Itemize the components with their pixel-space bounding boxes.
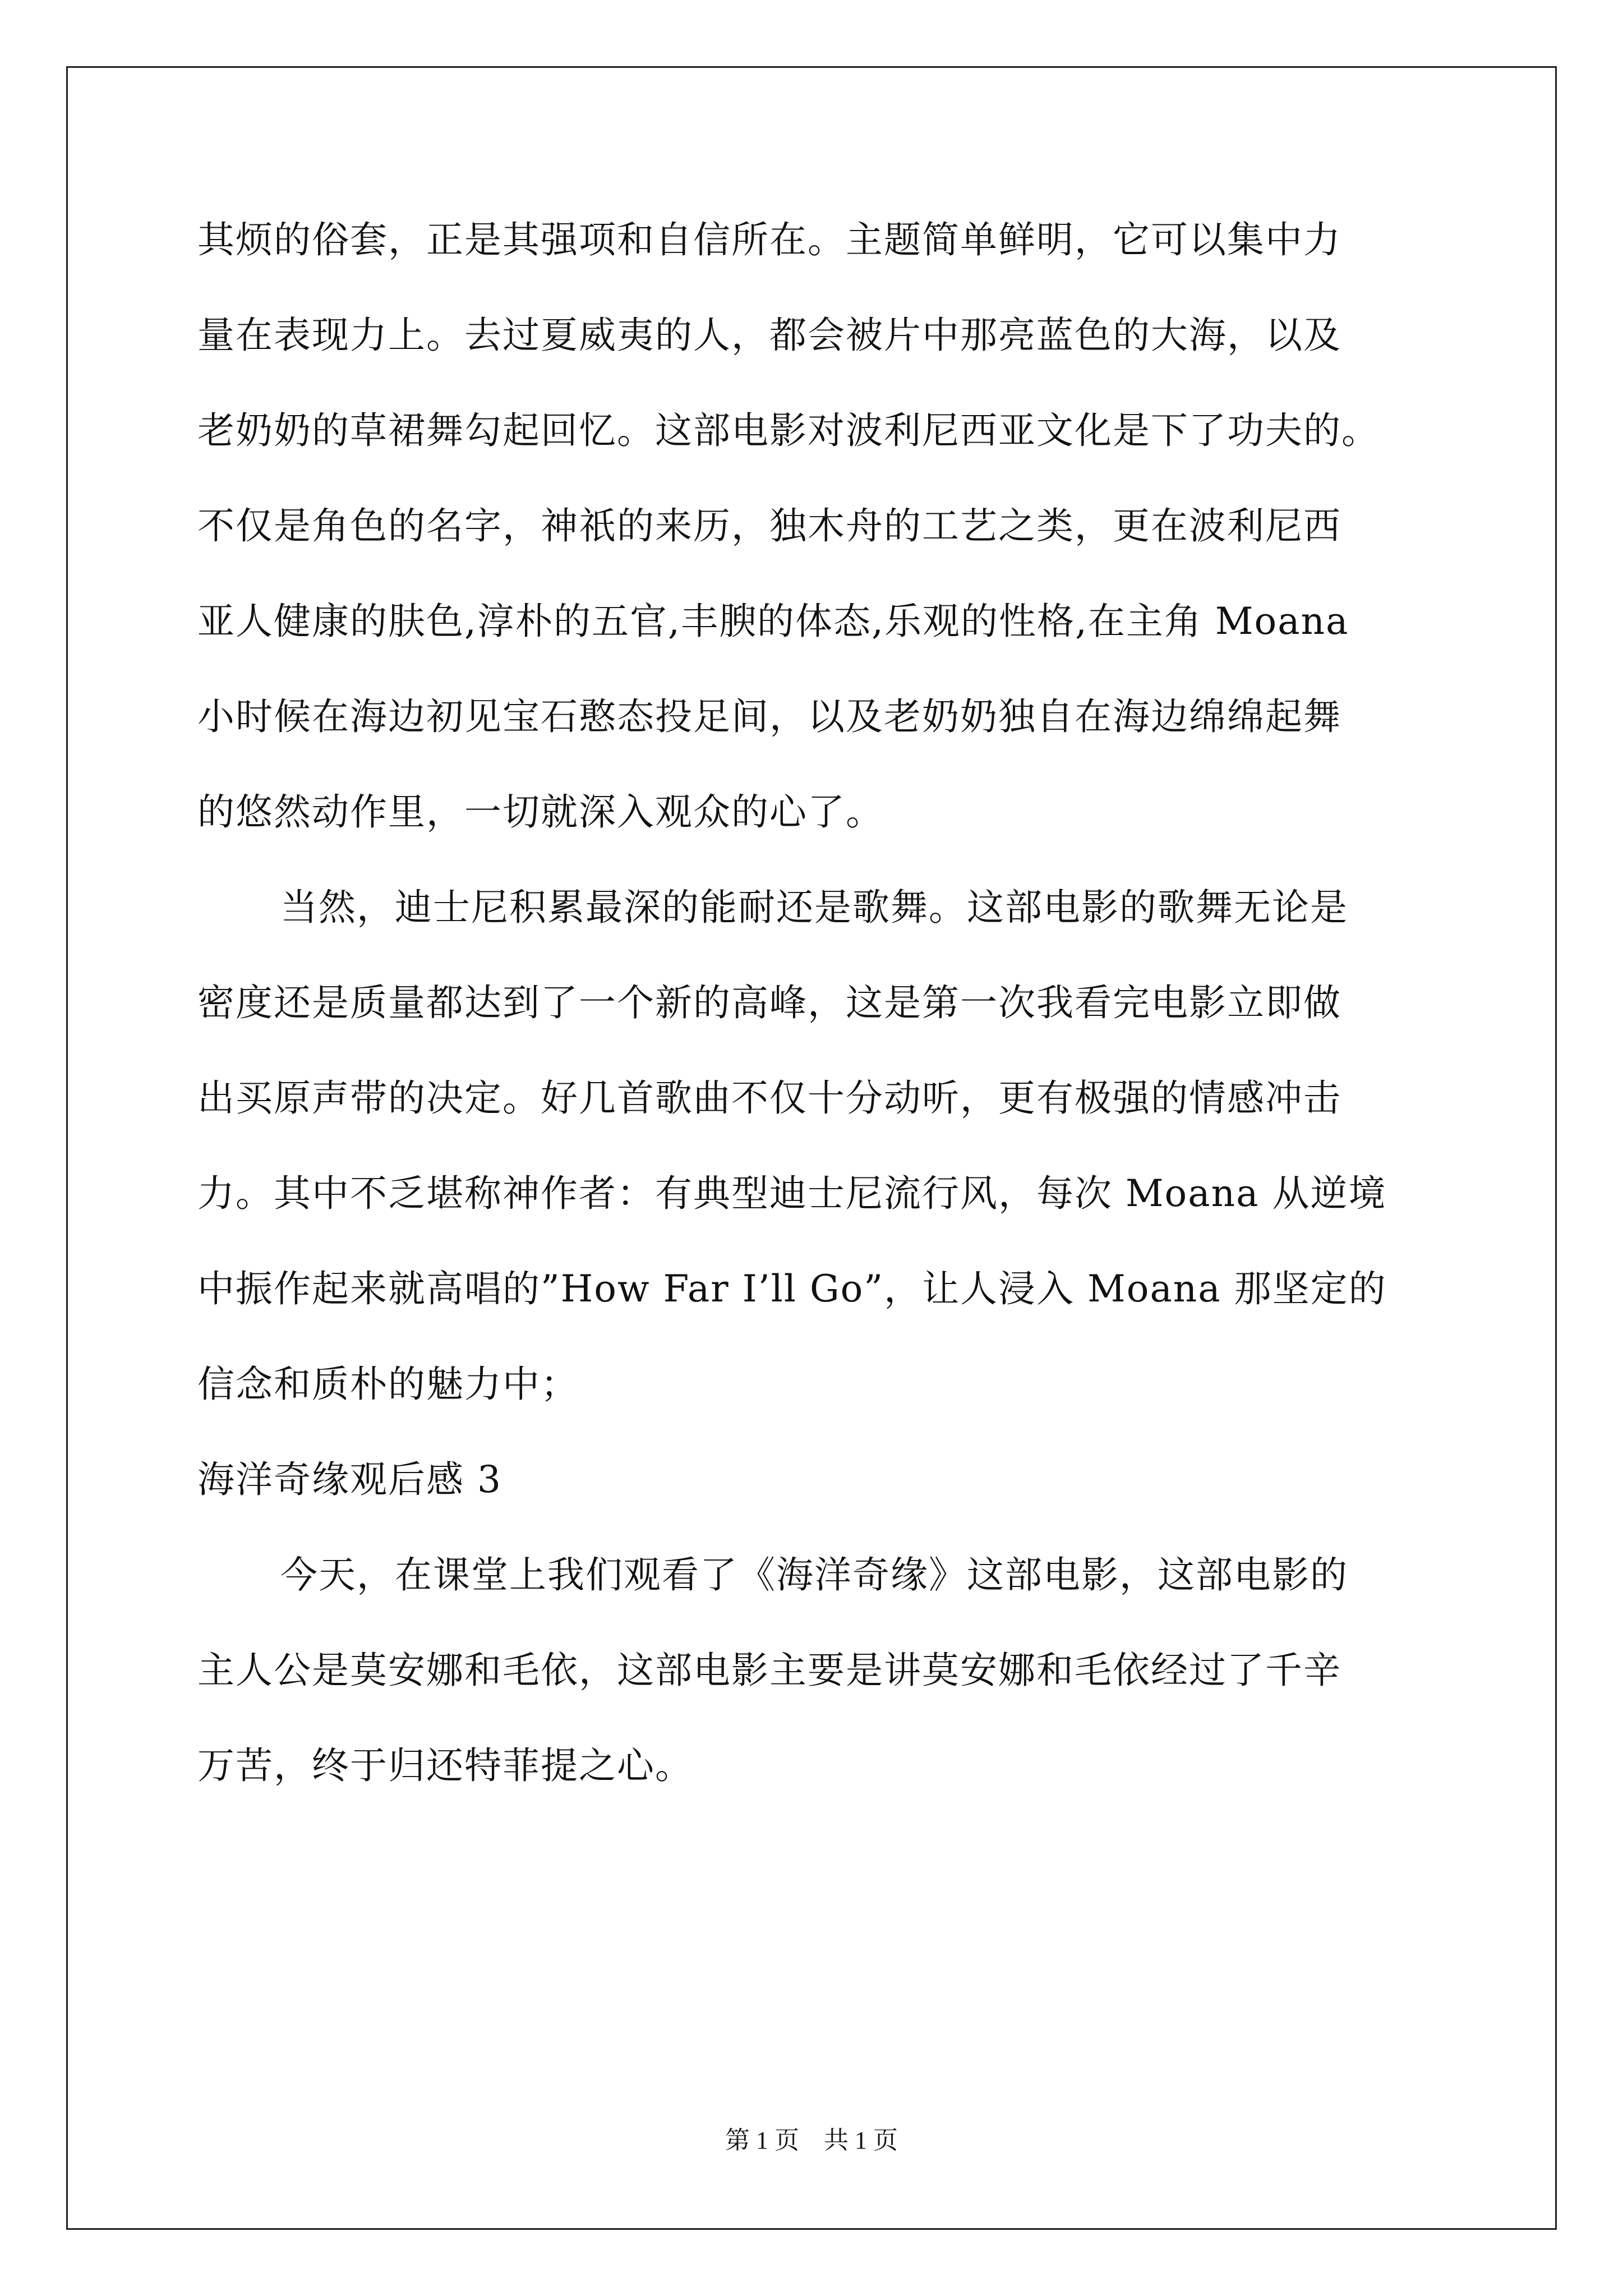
- text-line: 主人公是莫安娜和毛依，这部电影主要是讲莫安娜和毛依经过了千辛: [197, 1649, 1341, 1692]
- text-line: 老奶奶的草裙舞勾起回忆。这部电影对波利尼西亚文化是下了功夫的。: [197, 409, 1380, 452]
- paragraph-start-line: 今天，在课堂上我们观看了《海洋奇缘》这部电影，这部电影的: [280, 1553, 1348, 1596]
- text-line: 的悠然动作里，一切就深入观众的心了。: [197, 790, 884, 834]
- text-line: 其烦的俗套，正是其强项和自信所在。主题简单鲜明，它可以集中力: [197, 218, 1341, 261]
- page-number-footer: 第 1 页 共 1 页: [725, 2127, 898, 2154]
- section-heading: 海洋奇缘观后感 3: [197, 1458, 502, 1501]
- text-line: 出买原声带的决定。好几首歌曲不仅十分动听，更有极强的情感冲击: [197, 1076, 1341, 1120]
- text-line: 量在表现力上。去过夏威夷的人，都会被片中那亮蓝色的大海，以及: [197, 314, 1341, 357]
- text-line: 亚人健康的肤色,淳朴的五官,丰腴的体态,乐观的性格,在主角 Moana: [197, 600, 1349, 643]
- text-line: 不仅是角色的名字，神祇的来历，独木舟的工艺之类，更在波利尼西: [197, 504, 1341, 547]
- text-line: 中振作起来就高唱的”How Far I’ll Go”，让人浸入 Moana 那坚定的: [197, 1267, 1387, 1310]
- text-line: 信念和质朴的魅力中；: [197, 1363, 579, 1406]
- text-line: 力。其中不乏堪称神作者：有典型迪士尼流行风，每次 Moana 从逆境: [197, 1172, 1387, 1215]
- page-border: [66, 66, 1557, 2230]
- paragraph-start-line: 当然，迪士尼积累最深的能耐还是歌舞。这部电影的歌舞无论是: [280, 886, 1348, 929]
- text-line: 小时候在海边初见宝石憨态投足间，以及老奶奶独自在海边绵绵起舞: [197, 695, 1341, 738]
- text-line: 万苦，终于归还特菲提之心。: [197, 1744, 693, 1787]
- text-line: 密度还是质量都达到了一个新的高峰，这是第一次我看完电影立即做: [197, 981, 1341, 1024]
